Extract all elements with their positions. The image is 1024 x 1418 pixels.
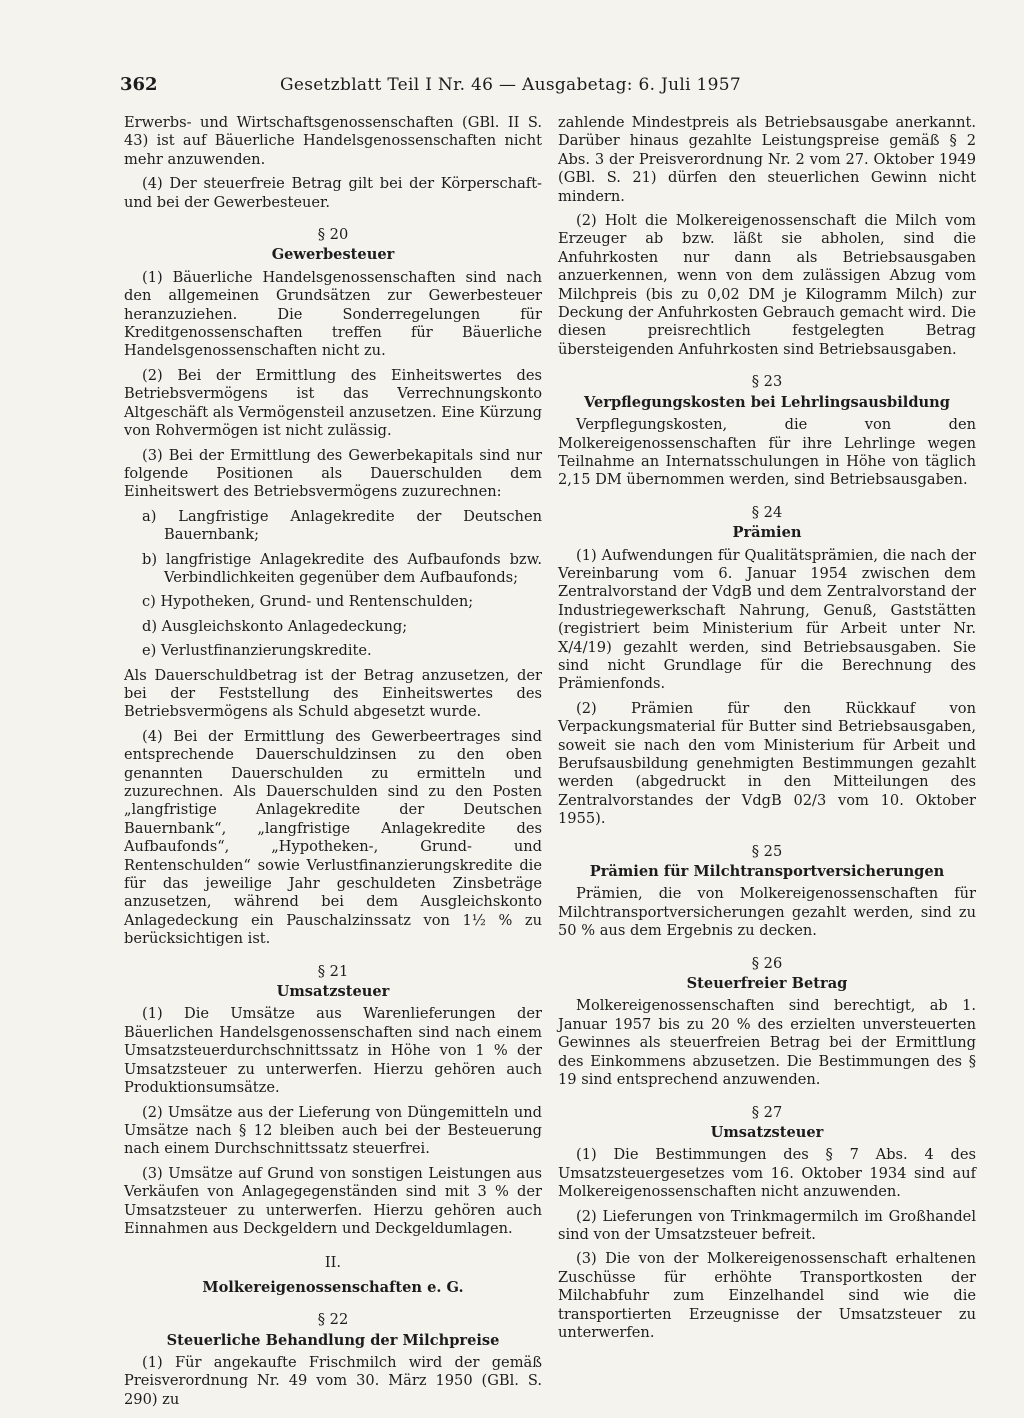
list-item: b) langfristige Anlagekredite des Aufbaufonds bzw. Verbindlichkeiten gegenüber dem Aufbaufonds;: [142, 550, 542, 586]
section-number: § 25: [751, 842, 783, 860]
section-number: § 21: [317, 962, 349, 980]
page-header: [120, 74, 974, 95]
section-number: § 22: [317, 1311, 349, 1329]
paragraph: (1) Bäuerliche Handelsgenossenschaften sind nach den allgemeinen Grundsätzen zur Gewerbesteuer heranzuziehen. Die Sonderregelungen für Kreditgenossenschaften treffen für Bäuerliche Handelsgenossenschaften nicht zu.: [124, 268, 542, 360]
page-number: 362: [120, 74, 158, 95]
paragraph: zahlende Mindestpreis als Betriebsausgabe anerkannt. Darüber hinaus gezahlte Leistungspreise gemäß § 2 Abs. 3 der Preisverordnung Nr. 2 vom 27. Oktober 1949 (GBl. S. 21) dürfen den steuerlichen Gewinn nicht mindern.: [558, 114, 976, 205]
section-number: § 26: [751, 954, 783, 972]
section-heading: Umsatzsteuer: [276, 983, 390, 1001]
section-number: § 24: [751, 503, 783, 521]
section-number: § 23: [751, 373, 783, 391]
section-heading: Prämien für Milchtransportversicherungen: [589, 863, 945, 881]
paragraph: Als Dauerschuldbetrag ist der Betrag anzusetzen, der bei der Feststellung des Einheitswertes des Betriebsvermögens als Schuld abgesetzt wurde.: [124, 666, 542, 721]
left-column: [124, 114, 542, 1415]
list-item: d) Ausgleichskonto Anlagedeckung;: [142, 617, 408, 635]
section-heading: Verpflegungskosten bei Lehrlingsausbildung: [584, 393, 950, 411]
section-heading: Prämien: [732, 524, 802, 542]
list-item: a) Langfristige Anlagekredite der Deutschen Bauernbank;: [142, 507, 542, 544]
paragraph: (1) Für angekaufte Frischmilch wird der gemäß Preisverordnung Nr. 49 vom 30. März 1950 (GBl. S. 290) zu: [124, 1353, 542, 1408]
section-heading: Steuerfreier Betrag: [686, 975, 848, 993]
paragraph: (2) Bei der Ermittlung des Einheitswertes des Betriebsvermögens ist das Verrechnungskonto Altgeschäft als Vermögensteil anzusetzen. Eine Kürzung von Rohvermögen ist nicht zulässig.: [124, 366, 542, 440]
section-heading: Steuerliche Behandlung der Milchpreise: [166, 1331, 500, 1349]
paragraph: (4) Bei der Ermittlung des Gewerbeertrages sind entsprechende Dauerschuldzinsen zu den oben genannten Dauerschulden zu ermitteln und zuzurechnen. Als Dauerschulden sind zu den Posten „langfristige Anlagekredite der Deutschen Bauernbank“, „langfristige Anlagekredite des Aufbaufonds“, „Hypotheken-, Grund- und Rentenschulden“ sowie Verlustfinanzierungskredite die für das jeweilige Jahr geschuldeten Zinsbeträge anzusetzen, während bei dem Ausgleichskonto Anlagedeckung ein Pauschalzinssatz von 1½ % zu berücksichtigen ist.: [124, 727, 542, 948]
section-number: § 20: [317, 226, 349, 244]
section-heading: Umsatzsteuer: [710, 1123, 824, 1141]
paragraph: (2) Lieferungen von Trinkmagermilch im Großhandel sind von der Umsatzsteuer befreit.: [558, 1207, 976, 1243]
paragraph: (1) Die Umsätze aus Warenlieferungen der Bäuerlichen Handelsgenossenschaften sind nach einem Umsatzsteuerdurchschnittssatz in Höhe von 1 % der Umsatzsteuer zu unterwerfen. Hierzu gehören auch Produktionsumsätze.: [124, 1005, 542, 1097]
paragraph: Verpflegungskosten, die von den Molkereigenossenschaften für ihre Lehrlinge wegen Teilnahme an Internatsschulungen in Höhe von täglich 2,15 DM übernommen werden, sind Betriebsausgaben.: [558, 416, 976, 489]
paragraph: Erwerbs- und Wirtschaftsgenossenschaften (GBl. II S. 43) ist auf Bäuerliche Handelsgenossenschaften nicht mehr anzuwenden.: [124, 114, 542, 168]
list-item: c) Hypotheken, Grund- und Rentenschulden;: [142, 593, 474, 611]
gazette-title: Gesetzblatt Teil I Nr. 46 — Ausgabetag: 6. Juli 1957: [280, 75, 742, 95]
paragraph: (1) Aufwendungen für Qualitätsprämien, die nach der Vereinbarung vom 6. Januar 1954 zwischen dem Zentralvorstand der VdgB und dem Zentralvorstand der Industriegewerkschaft Nahrung, Genuß, Gaststätten (registriert beim Ministerium für Arbeit unter Nr. X/4/19) gezahlt werden, sind Betriebsausgaben. Sie sind nicht Grundlage für die Berechnung des Prämienfonds.: [558, 546, 976, 693]
paragraph: (3) Bei der Ermittlung des Gewerbekapitals sind nur folgende Positionen als Dauerschulden dem Einheitswert des Betriebsvermögens zuzurechnen:: [124, 446, 542, 501]
paragraph: Prämien, die von Molkereigenossenschaften für Milchtransportversicherungen gezahlt werden, sind zu 50 % aus dem Ergebnis zu decken.: [558, 885, 976, 940]
right-column: [558, 114, 976, 1348]
part-heading: Molkereigenossenschaften e. G.: [202, 1278, 464, 1296]
section-number: § 27: [751, 1103, 783, 1121]
paragraph: (3) Umsätze auf Grund von sonstigen Leistungen aus Verkäufen von Anlagegegenständen sind mit 3 % der Umsatzsteuer zu unterwerfen. Hierzu gehören auch Einnahmen aus Deckgeldern und Deckgeldumlagen.: [124, 1164, 542, 1237]
paragraph: (2) Holt die Molkereigenossenschaft die Milch vom Erzeuger ab bzw. läßt sie abholen, sind die Anfuhrkosten nur dann als Betriebsausgaben anzuerkennen, wenn von dem zulässigen Abzug vom Milchpreis (bis zu 0,02 DM je Kilogramm Milch) zur Deckung der Anfuhrkosten Gebrauch gemacht wird. Die diesen preisrechtlich festgelegten Betrag übersteigenden Anfuhrkosten sind Betriebsausgaben.: [558, 212, 976, 358]
paragraph: (3) Die von der Molkereigenossenschaft erhaltenen Zuschüsse für erhöhte Transportkosten der Milchabfuhr zum Einzelhandel sind wie die transportierten Erzeugnisse der Umsatzsteuer zu unterwerfen.: [558, 1250, 976, 1341]
position-list: [124, 508, 542, 661]
paragraph: Molkereigenossenschaften sind berechtigt, ab 1. Januar 1957 bis zu 20 % des erzielten unversteuerten Gewinnes als steuerfreien Betrag bei der Ermittlung des Einkommens abzusetzen. Die Bestimmungen des § 19 sind entsprechend anzuwenden.: [558, 997, 976, 1089]
part-number: II.: [324, 1254, 342, 1272]
paragraph: (2) Umsätze aus der Lieferung von Düngemitteln und Umsätze nach § 12 bleiben auch bei der Besteuerung nach einem Durchschnittssatz steuerfrei.: [124, 1103, 542, 1158]
paragraph: (2) Prämien für den Rückkauf von Verpackungsmaterial für Butter sind Betriebsausgaben, soweit sie nach den vom Ministerium für Arbeit und Berufsausbildung genehmigten Bestimmungen gezahlt werden (abgedruckt in den Mitteilungen des Zentralvorstandes der VdgB 02/3 vom 10. Oktober 1955).: [558, 699, 976, 828]
section-heading: Gewerbesteuer: [271, 246, 395, 264]
paragraph: (1) Die Bestimmungen des § 7 Abs. 4 des Umsatzsteuergesetzes vom 16. Oktober 1934 sind auf Molkereigenossenschaften nicht anzuwenden.: [558, 1146, 976, 1201]
list-item: e) Verlustfinanzierungskredite.: [142, 642, 372, 660]
paragraph: (4) Der steuerfreie Betrag gilt bei der Körperschaft- und bei der Gewerbesteuer.: [124, 175, 542, 211]
